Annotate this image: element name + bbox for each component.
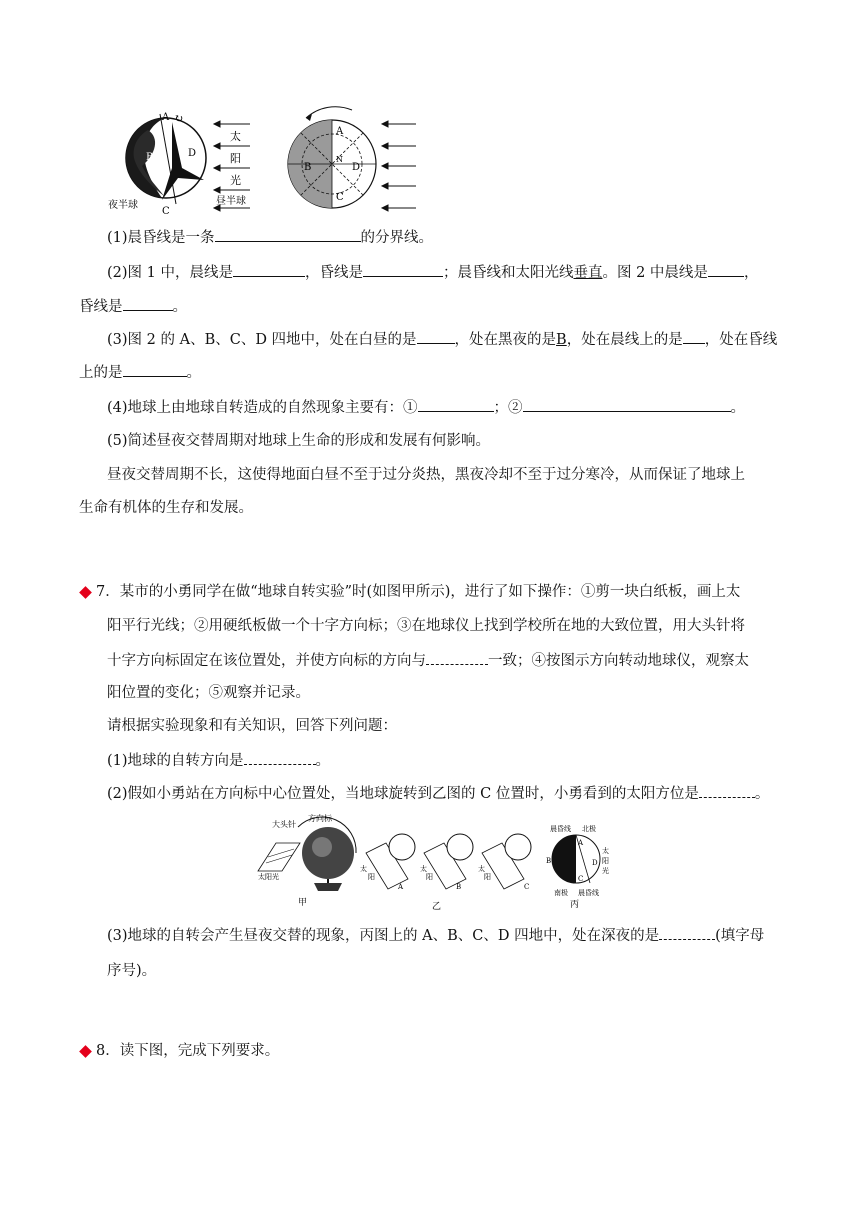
q6-answer-line-2: 生命有机体的生存和发展。 <box>79 500 253 516</box>
q6-item-5: (5)简述昼夜交替周期对地球上生命的形成和发展有何影响。 <box>107 433 491 449</box>
fig-yi-sun-char-c2: 阳 <box>484 873 491 881</box>
fig1-label-b: B <box>146 152 154 163</box>
fig-yi-sun-char-a1: 太 <box>360 865 367 873</box>
fig1-rotation-icon: ↻ <box>174 112 184 125</box>
question-8-bullet-icon <box>79 1045 92 1058</box>
fig2-label-b: B <box>304 162 312 173</box>
q7-item-3-line-2: 序号)。 <box>107 963 157 979</box>
answer-blank[interactable] <box>123 361 187 377</box>
fig1-label-c: C <box>162 206 170 217</box>
fig-jia-vane-label: 方向标 <box>308 814 332 823</box>
q7-line-3: 十字方向标固定在该位置处，并使方向标的方向与 一致；④按图示方向转动地球仪，观察太 <box>107 649 749 672</box>
fig1-sun-char-3: 光 <box>230 174 241 187</box>
fig-bing-south-label: 南极 <box>554 889 568 897</box>
fig-yi-label-c: C <box>524 883 530 891</box>
answer-blank[interactable] <box>233 261 305 277</box>
fig-bing-label-d: D <box>592 859 598 867</box>
q7-line-4: 阳位置的变化；⑤观察并记录。 <box>107 685 310 701</box>
answer-blank[interactable] <box>683 328 705 344</box>
fig-yi-globe-c <box>478 834 531 891</box>
fig-bing-sun-char-1: 太 <box>602 847 609 855</box>
fig1-label-d: D <box>188 148 197 159</box>
fig1-sun-char-1: 太 <box>230 130 241 143</box>
fig2-label-c: C <box>336 192 344 203</box>
q8-line: 8．读下图，完成下列要求。 <box>96 1043 280 1059</box>
fig-yi-sun-char-b1: 太 <box>420 865 427 873</box>
answer-blank[interactable] <box>426 649 488 665</box>
fig-jia-globe <box>258 813 356 908</box>
answer-blank[interactable] <box>418 396 494 412</box>
q6-item-2-line-1: (2)图 1 中，晨线是 ，昏线是 ；晨昏线和太阳光线垂直。图 2 中晨线是 ， <box>107 261 758 284</box>
fig2-label-a: A <box>336 126 344 137</box>
question-7-bullet-icon <box>79 586 92 599</box>
fig-bing-dawn-label: 晨昏线 <box>550 825 571 833</box>
q6-item-4: (4)地球上由地球自转造成的自然现象主要有：① ；② 。 <box>107 396 745 419</box>
answer-blank[interactable] <box>708 261 744 277</box>
fig2-label-n: N <box>336 155 343 164</box>
fig-yi-sun-char-c1: 太 <box>478 865 485 873</box>
answer-blank[interactable] <box>417 328 455 344</box>
fig-bing-north-label: 北极 <box>582 825 596 833</box>
fig1-sun-char-2: 阳 <box>230 152 241 165</box>
answer-blank[interactable] <box>363 261 443 277</box>
q6-item-1: (1)晨昏线是一条 的分界线。 <box>107 226 433 249</box>
answer-blank[interactable] <box>215 226 361 242</box>
answer-blank[interactable] <box>659 924 715 940</box>
q6-answer-line-1: 昼夜交替周期不长，这使得地面白昼不至于过分炎热，黑夜冷却不至于过分寒冷，从而保证了地球上 <box>107 467 745 483</box>
answer-blank[interactable] <box>123 295 173 311</box>
fig-yi-globe-b <box>420 834 473 912</box>
q6-item-3-line-1: (3)图 2 的 A、B、C、D 四地中，处在白昼的是 ，处在黑夜的是B，处在晨线上的是 ，处在昏线 <box>107 328 777 351</box>
fig-yi-sun-char-b2: 阳 <box>426 873 433 881</box>
fig-bing-sun-char-3: 光 <box>602 867 609 875</box>
q6-item-3-line-2: 上的是 。 <box>79 361 201 384</box>
fig-bing-dusk-label: 晨昏线 <box>578 889 599 897</box>
fig1-day-label: 昼半球 <box>216 196 246 207</box>
fig-jia-pin-label: 大头针 <box>272 820 296 829</box>
fig-yi-label-a: A <box>398 883 404 891</box>
fig-bing-label-a: A <box>578 839 584 847</box>
figure-2-polar-view <box>282 104 388 214</box>
fig-bing-caption: 丙 <box>570 900 580 910</box>
fig-yi-label-b: B <box>456 883 462 891</box>
fig-yi-sun-char-a2: 阳 <box>368 873 375 881</box>
fig-bing-sun-char-2: 阳 <box>602 857 609 865</box>
answer-blank[interactable] <box>244 749 316 765</box>
fig1-night-label: 夜半球 <box>108 200 138 211</box>
q7-item-1: (1)地球的自转方向是 。 <box>107 749 330 772</box>
q7-line-1: 7．某市的小勇同学在做“地球自转实验”时(如图甲所示)，进行了如下操作：①剪一块白纸板，画上太 <box>96 584 741 600</box>
figure-q7-experiment <box>256 813 616 913</box>
fig-bing-label-c: C <box>578 875 584 883</box>
fig-jia-caption: 甲 <box>298 898 308 908</box>
fig2-label-d: D <box>352 162 361 173</box>
q7-item-2: (2)假如小勇站在方向标中心位置处，当地球旋转到乙图的 C 位置时，小勇看到的太阳方位是 。 <box>107 782 769 805</box>
q7-line-5: 请根据实验现象和有关知识，回答下列问题： <box>107 718 397 734</box>
fig-jia-sun-label: 太阳光 <box>258 873 279 881</box>
figure-1-sunlight-arrows <box>210 118 260 213</box>
answer-blank[interactable] <box>523 396 731 412</box>
q6-item-2-line-2: 昏线是 。 <box>79 295 187 318</box>
fig-bing-globe <box>546 824 609 910</box>
fig-yi-caption: 乙 <box>432 902 442 912</box>
fig-bing-label-b: B <box>546 857 552 865</box>
answer-blank[interactable] <box>699 782 755 798</box>
fig-yi-globe-a <box>360 834 415 891</box>
figure-2-sunlight-arrows <box>378 116 418 216</box>
q7-line-2: 阳平行光线；②用硬纸板做一个十字方向标；③在地球仪上找到学校所在地的大致位置，用大头针将 <box>107 618 745 634</box>
fig1-label-a: A <box>162 112 170 123</box>
q7-item-3-line-1: (3)地球的自转会产生昼夜交替的现象，丙图上的 A、B、C、D 四地中，处在深夜的是 (填字母 <box>107 924 764 947</box>
